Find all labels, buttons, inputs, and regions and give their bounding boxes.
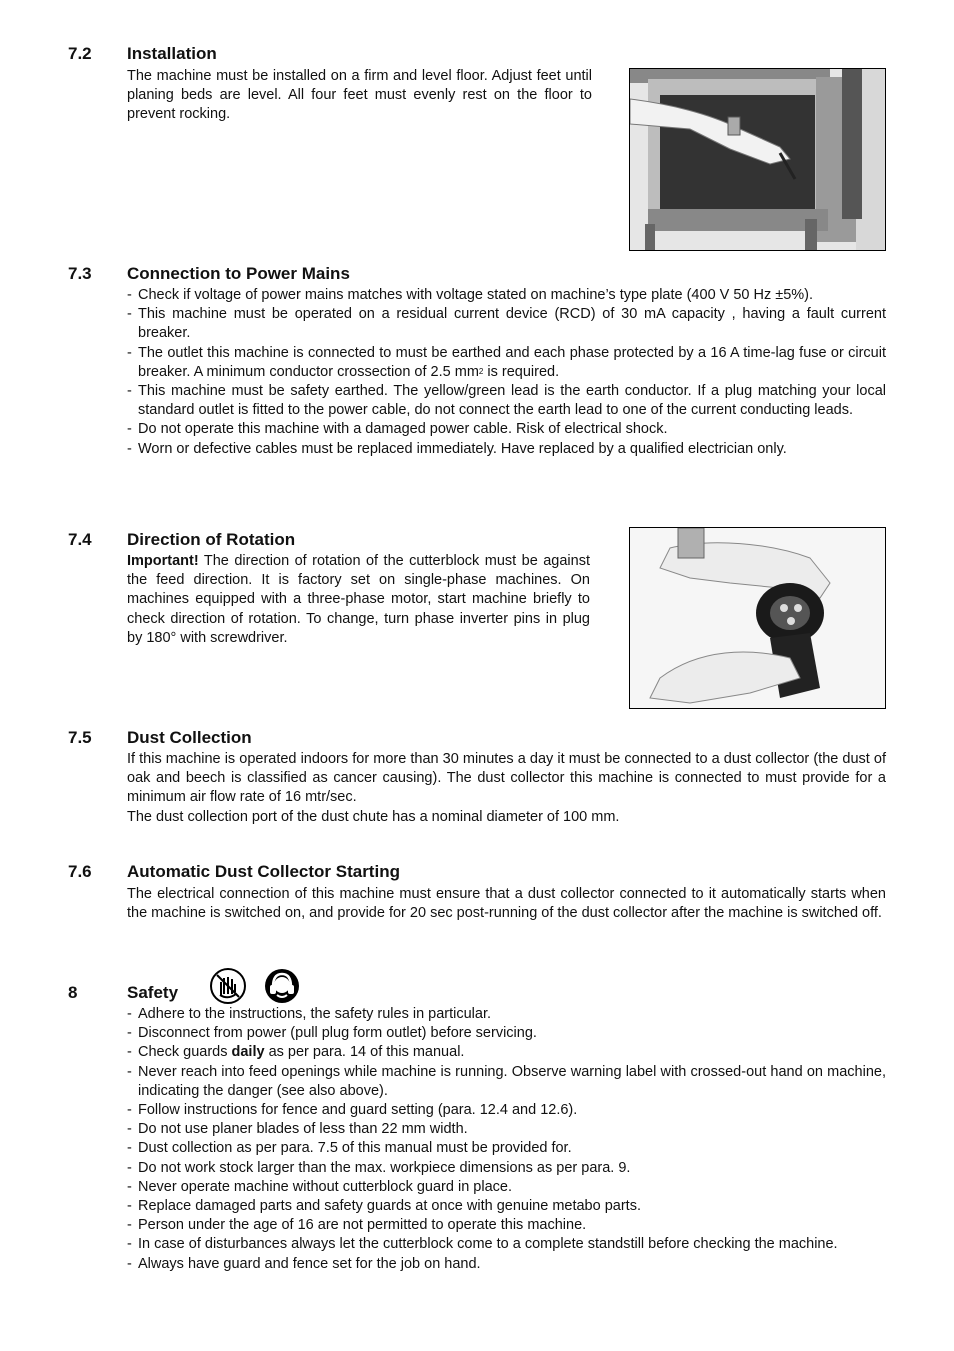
ear-protection-icon <box>264 968 300 1004</box>
list-item <box>127 344 886 382</box>
list-item: - Do not work stock larger than the max. workpiece dimensions as per para. 9. <box>127 1159 886 1178</box>
section-number: 8 <box>68 983 78 1002</box>
list-item: - Follow instructions for fence and guard setting (para. 12.4 and 12.6). <box>127 1101 886 1120</box>
section-number: 7.4 <box>68 530 92 549</box>
rotation-text <box>127 552 590 648</box>
auto-dust-paragraph: The electrical connection of this machine must ensure that a dust collector connected to it automatically starts when the machine is switched on, and provide for 20 sec post-running of the dust collector after the machine is switched off. <box>127 886 886 922</box>
list-item: - In case of disturbances always let the cutterblock come to a complete standstill before checking the machine. <box>127 1235 886 1254</box>
power-mains-list-container <box>127 286 886 459</box>
section-title-installation: Installation <box>127 44 217 63</box>
list-item: - Do not operate this machine with a damaged power cable. Risk of electrical shock. <box>127 420 886 439</box>
list-item: - Disconnect from power (pull plug form outlet) before servicing. <box>127 1024 886 1043</box>
power-mains-list <box>127 286 886 459</box>
list-item: - Worn or defective cables must be replaced immediately. Have replaced by a qualified electrician only. <box>127 440 886 459</box>
section-title-rotation: Direction of Rotation <box>127 530 296 549</box>
list-item: - Never operate machine without cutterblock guard in place. <box>127 1178 886 1197</box>
list-item-text: The outlet this machine is connected to must be earthed and each phase protected by a 16 A time-lag fuse or circuit breaker. A minimum conductor crossection of 2.5 mm <box>138 344 886 380</box>
list-item-text: is required. <box>483 363 560 380</box>
list-item: - Dust collection as per para. 7.5 of this manual must be provided for. <box>127 1139 886 1158</box>
installation-photo <box>629 68 886 251</box>
superscript: 2 <box>478 366 484 376</box>
list-item: - Replace damaged parts and safety guards at once with genuine metabo parts. <box>127 1197 886 1216</box>
safety-list <box>127 1005 886 1274</box>
section-number: 7.3 <box>68 264 92 283</box>
auto-dust-text <box>127 885 886 923</box>
list-item: - Adhere to the instructions, the safety rules in particular. <box>127 1005 886 1024</box>
rotation-paragraph <box>127 552 590 648</box>
section-number: 7.6 <box>68 862 92 881</box>
list-item: - Do not use planer blades of less than 22 mm width. <box>127 1120 886 1139</box>
rotation-photo <box>629 527 886 709</box>
list-item: - This machine must be operated on a residual current device (RCD) of 30 mA capacity , having a fault current breaker. <box>127 305 886 343</box>
safety-list-container <box>127 1005 886 1274</box>
section-number: 7.2 <box>68 44 92 63</box>
section-title-auto-dust: Automatic Dust Collector Starting <box>127 862 400 881</box>
section-title-power-mains: Connection to Power Mains <box>127 264 350 283</box>
list-item: - This machine must be safety earthed. The yellow/green lead is the earth conductor. If a plug matching your local standard outlet is fitted to the power cable, do not connect the earth lead to one of the current conducting leads. <box>127 382 886 420</box>
section-title-safety: Safety <box>127 983 179 1002</box>
list-item-text: as per para. 14 of this manual. <box>264 1044 465 1061</box>
rotation-paragraph-text: The direction of rotation of the cutterblock must be against the feed direction. It is factory set on single-phase machines. On machines equipped with a three-phase motor, start machine briefly to check direction of rotation. To change, turn phase inverter pins in plug by 180° with screwdriver. <box>127 553 590 646</box>
installation-paragraph: The machine must be installed on a firm and level floor. Adjust feet until planing beds are level. All four feet must evenly rest on the floor to prevent rocking. <box>127 68 592 123</box>
list-item: - Person under the age of 16 are not permitted to operate this machine. <box>127 1216 886 1235</box>
dust-collection-paragraph: The dust collection port of the dust chute has a nominal diameter of 100 mm. <box>127 808 620 825</box>
dust-collection-paragraph: If this machine is operated indoors for more than 30 minutes a day it must be connected to a dust collector (the dust of oak and beech is classified as cancer causing). The dust collector this machine is connected to must provide for a minimum air flow rate of 16 mtr/sec. <box>127 751 886 806</box>
list-item: - Always have guard and fence set for the job on hand. <box>127 1255 886 1274</box>
section-number: 7.5 <box>68 728 92 747</box>
list-item: - Check if voltage of power mains matches with voltage stated on machine’s type plate (400 V 50 Hz ±5%). <box>127 286 886 305</box>
important-label: Important! <box>127 553 199 569</box>
list-item: - Never reach into feed openings while machine is running. Observe warning label with crossed-out hand on machine, indicating the danger (see also above). <box>127 1063 886 1101</box>
list-item <box>127 1043 886 1062</box>
no-gloves-icon <box>210 968 246 1004</box>
installation-text <box>127 67 592 125</box>
section-title-dust-collection: Dust Collection <box>127 728 252 747</box>
list-item-bold: daily <box>231 1044 265 1061</box>
dust-collection-text <box>127 750 886 827</box>
list-item-text: Check guards <box>138 1044 232 1061</box>
